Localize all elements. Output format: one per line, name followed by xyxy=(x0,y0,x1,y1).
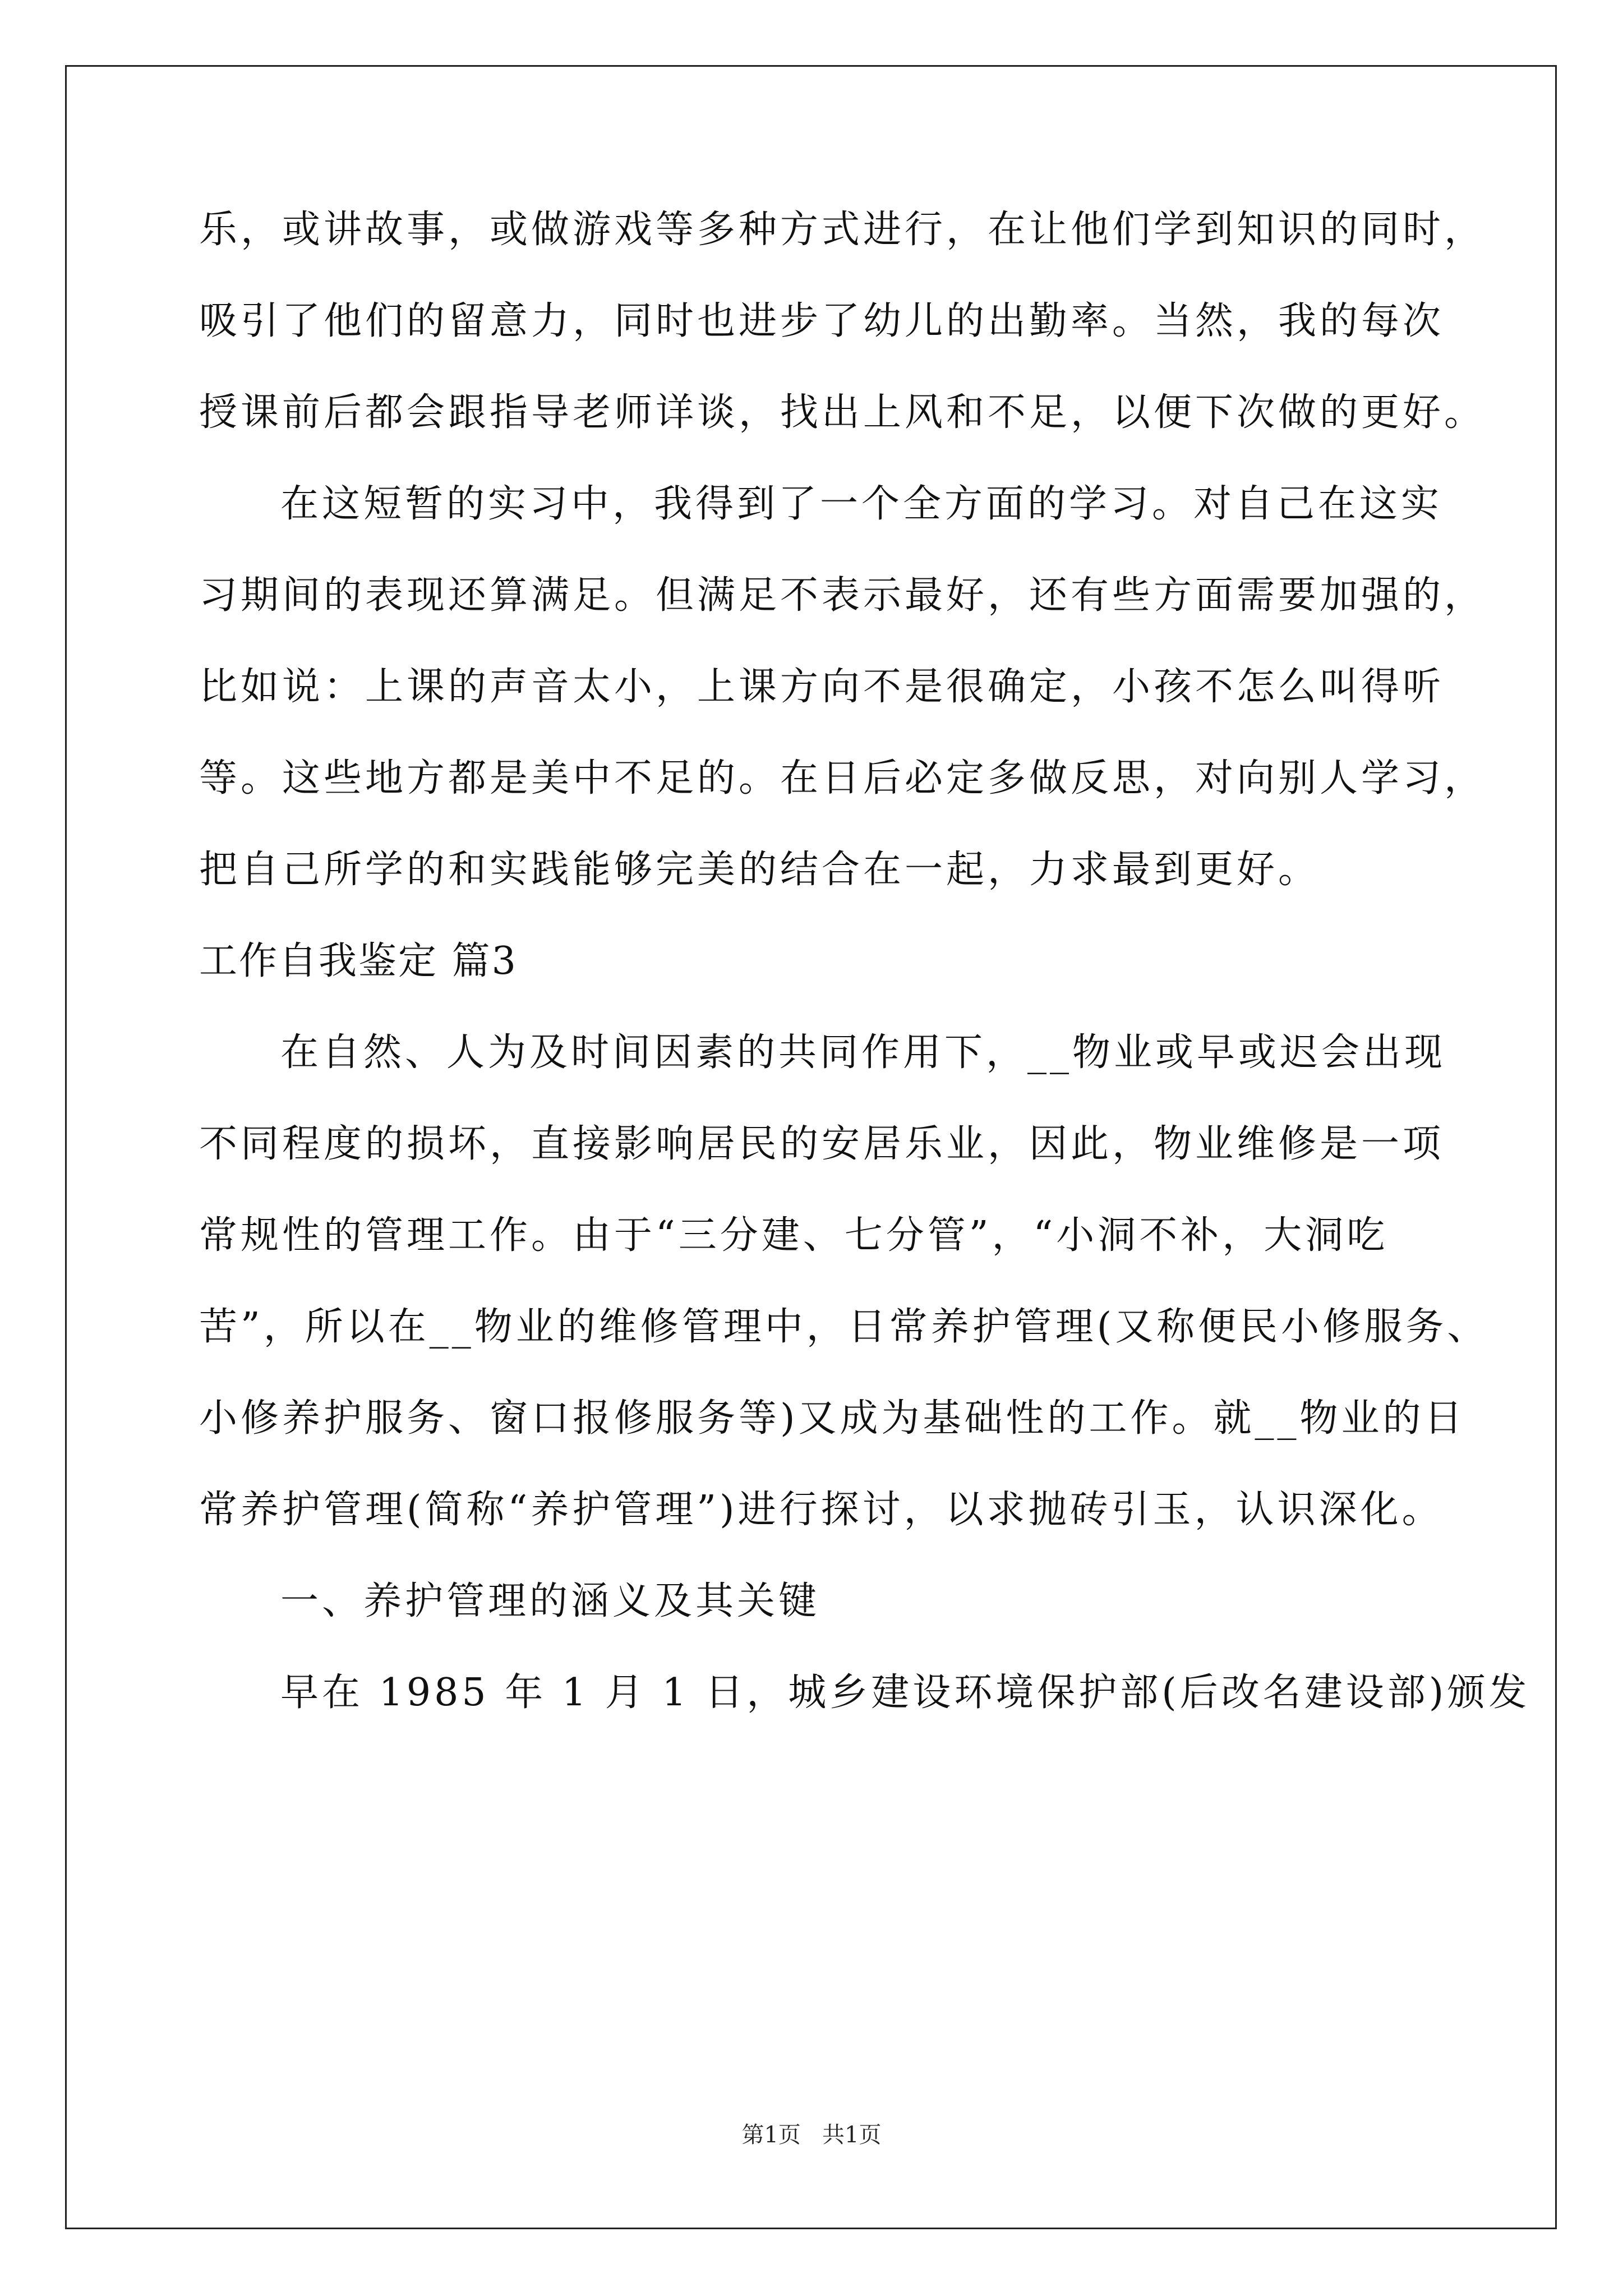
subsection-heading: 一、养护管理的涵义及其关键 xyxy=(280,1579,820,1623)
text-line: 吸引了他们的留意力，同时也进步了幼儿的出勤率。当然，我的每次 xyxy=(199,299,1445,343)
paragraph-first-line: 早在 1985 年 1 月 1 日，城乡建设环境保护部(后改名建设部)颁发 xyxy=(280,1671,1530,1715)
text-line: 等。这些地方都是美中不足的。在日后必定多做反思，对向别人学习， xyxy=(199,756,1486,800)
paragraph-first-line: 在自然、人为及时间因素的共同作用下，__物业或早或迟会出现 xyxy=(280,1030,1446,1075)
text-line: 习期间的表现还算满足。但满足不表示最好，还有些方面需要加强的， xyxy=(199,573,1486,618)
text-line: 常规性的管理工作。由于“三分建、七分管”，“小洞不补，大洞吃 xyxy=(199,1213,1389,1258)
text-line: 授课前后都会跟指导老师详谈，找出上风和不足，以便下次做的更好。 xyxy=(199,390,1486,435)
text-line: 乐，或讲故事，或做游戏等多种方式进行，在让他们学到知识的同时， xyxy=(199,208,1486,252)
paragraph-first-line: 在这短暂的实习中，我得到了一个全方面的学习。对自己在这实 xyxy=(280,482,1443,526)
page-footer: 第1页 共1页 xyxy=(741,2122,882,2148)
text-line: 常养护管理(简称“养护管理”)进行探讨，以求抛砖引玉，认识深化。 xyxy=(199,1488,1444,1532)
text-line: 不同程度的损坏，直接影响居民的安居乐业，因此，物业维修是一项 xyxy=(199,1122,1445,1166)
text-line: 把自己所学的和实践能够完美的结合在一起，力求最到更好。 xyxy=(199,848,1320,892)
section-heading: 工作自我鉴定 篇3 xyxy=(199,939,518,983)
text-line: 苦”，所以在__物业的维修管理中，日常养护管理(又称便民小修服务、 xyxy=(199,1305,1489,1349)
text-line: 比如说：上课的声音太小，上课方向不是很确定，小孩不怎么叫得听 xyxy=(199,665,1445,709)
text-line: 小修养护服务、窗口报修服务等)又成为基础性的工作。就__物业的日 xyxy=(199,1396,1466,1441)
